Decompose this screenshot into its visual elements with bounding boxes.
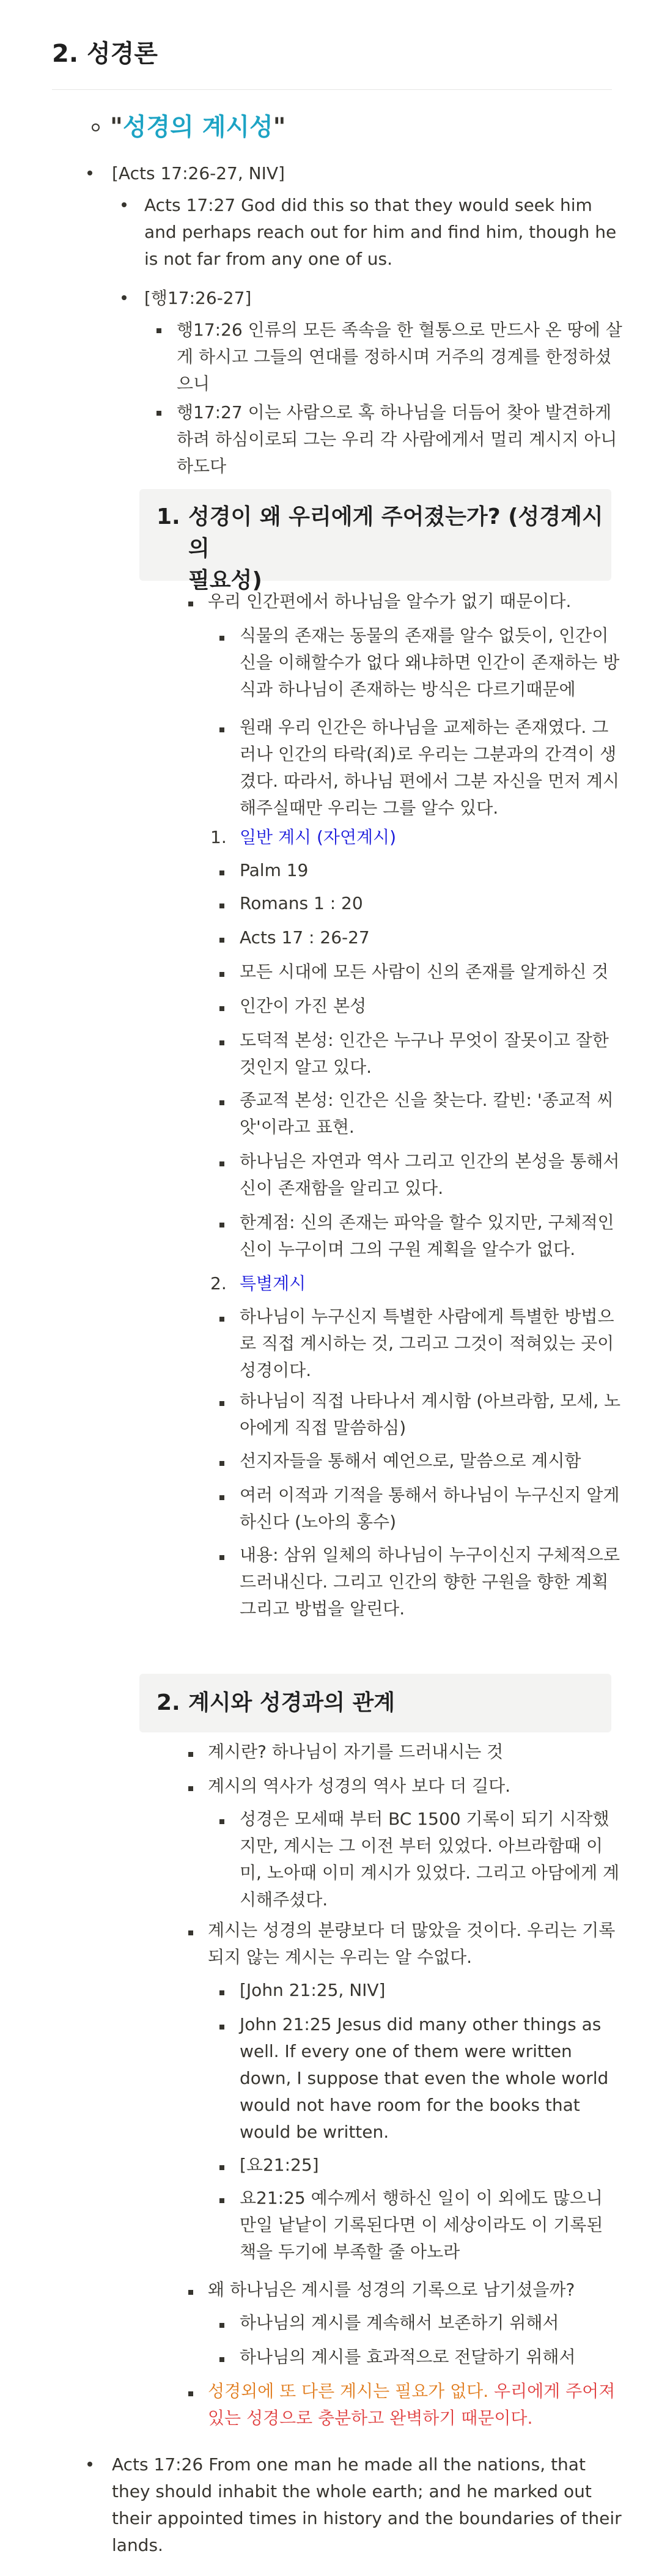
ring-bullet-icon — [92, 123, 100, 131]
bullet-icon — [156, 328, 161, 333]
callout-number: 2. — [156, 1690, 180, 1715]
list-item: 선지자들을 통해서 예언으로, 말씀으로 계시함 — [240, 1451, 581, 1471]
list-item: 여러 이적과 기적을 통해서 하나님이 누구신지 알게 하신다 (노아의 홍수) — [240, 1485, 620, 1532]
list-number: 2. — [210, 1273, 227, 1294]
list-item: Palm 19 — [240, 860, 309, 880]
bullet-icon — [219, 1990, 224, 1995]
list-item: 하나님은 자연과 역사 그리고 인간의 본성을 통해서 신이 존재함을 알리고 있다. — [240, 1151, 620, 1198]
list-item: 우리 인간편에서 하나님을 알수가 없기 때문이다. — [208, 591, 572, 611]
list-item: 계시는 성경의 분량보다 더 많았을 것이다. 우리는 기록 되지 않는 계시는 우리는 알 수없다. — [208, 1920, 616, 1967]
list-item: John 21:25 Jesus did many other things as well. If every one of them were written down, I suppose that even the whole world would not have room for the books that would be written. — [240, 2014, 609, 2142]
bullet-icon — [219, 2025, 224, 2030]
bullet-icon — [219, 2357, 224, 2362]
list-item: 행17:26 인류의 모든 족속을 한 혈통으로 만드사 온 땅에 살 게 하시고 그들의 연대를 정하시며 거주의 경계를 한정하셨 으니 — [177, 320, 622, 394]
list-item: 하나님이 직접 나타나서 계시함 (아브라함, 모세, 노 아에게 직접 말씀하심) — [240, 1391, 621, 1438]
list-item: Acts 17:27 God did this so that they would seek him and perhaps reach out for him and find him, though he is not far from any one of us. — [144, 195, 617, 269]
bullet-icon — [122, 295, 127, 300]
bullet-icon — [219, 1495, 224, 1500]
bullet-icon — [219, 1555, 224, 1560]
bullet-icon — [87, 171, 92, 175]
list-item: 모든 시대에 모든 사람이 신의 존재를 알게하신 것 — [240, 962, 609, 982]
list-item: Acts 17:26 From one man he made all the nations, that they should inhabit the whole earth; and he marked out their appointed times in history and the boundaries of their lands. — [112, 2454, 622, 2555]
list-item: Romans 1 : 20 — [240, 893, 363, 913]
bullet-icon — [188, 1786, 193, 1791]
bullet-icon — [188, 1930, 193, 1935]
callout-heading-1 — [139, 489, 611, 593]
page-heading: 2. 성경론 — [52, 40, 158, 68]
bullet-icon — [219, 2323, 224, 2328]
callout-text: 성경이 왜 우리에게 주어졌는가? (성경계시의 필요성) — [188, 504, 603, 593]
highlighted-conclusion — [208, 2378, 615, 2432]
list-item: 계시의 역사가 성경의 역사 보다 더 길다. — [208, 1776, 511, 1796]
bullet-icon — [219, 1223, 224, 1227]
title-quote-open: " — [110, 113, 123, 141]
bullet-icon — [188, 2391, 193, 2396]
conclusion-orange-text: 성경외에 또 다른 계시는 필요가 없다. — [208, 2381, 489, 2401]
bullet-icon — [219, 2165, 224, 2170]
bullet-icon — [219, 1161, 224, 1166]
bullet-icon — [219, 727, 224, 732]
list-item: 식물의 존재는 동물의 존재를 알수 없듯이, 인간이 신을 이해할수가 없다 왜냐하면 인간이 존재하는 방 식과 하나님이 존재하는 방식은 다르기때문에 — [240, 625, 620, 699]
list-item: 하나님의 계시를 효과적으로 전달하기 위해서 — [240, 2347, 576, 2367]
list-item: 인간이 가진 본성 — [240, 996, 367, 1016]
bullet-icon — [188, 1752, 193, 1757]
bullet-icon — [219, 870, 224, 875]
bullet-icon — [219, 1006, 224, 1011]
heading-divider — [52, 89, 612, 90]
bullet-icon — [188, 602, 193, 606]
bullet-icon — [219, 938, 224, 943]
conclusion-red-text: 우리에게 주어져 있는 성경으로 충분하고 완벽하기 때문이다. — [208, 2381, 616, 2428]
list-item: [행17:26-27] — [144, 288, 252, 308]
title-text: 성경의 계시성 — [122, 113, 273, 141]
numbered-item-special-revelation: 특별계시 — [240, 1273, 306, 1294]
bullet-icon — [122, 202, 127, 207]
bullet-icon — [219, 972, 224, 977]
list-item: 성경은 모세때 부터 BC 1500 기록이 되기 시작했 지만, 계시는 그 이전 부터 있었다. 아브라함때 이 미, 노아때 이미 계시가 있었다. 그리고 아담에게 계 시해주셨다. — [240, 1809, 620, 1910]
callout-heading-2 — [139, 1674, 611, 1732]
bullet-icon — [219, 2198, 224, 2203]
list-item: 하나님의 계시를 계속해서 보존하기 위해서 — [240, 2313, 559, 2333]
callout-number: 1. — [156, 504, 180, 529]
list-item: [Acts 17:26-27, NIV] — [112, 163, 285, 183]
section-title — [110, 109, 285, 145]
list-item: 계시란? 하나님이 자기를 드러내시는 것 — [208, 1742, 504, 1762]
bullet-icon — [219, 1317, 224, 1322]
title-quote-close: " — [273, 113, 286, 141]
list-item: 왜 하나님은 계시를 성경의 기록으로 남기셨을까? — [208, 2280, 575, 2300]
list-item: 한계점: 신의 존재는 파악을 할수 있지만, 구체적인 신이 누구이며 그의 구원 계획을 알수가 없다. — [240, 1212, 614, 1259]
callout-text: 계시와 성경과의 관계 — [188, 1690, 396, 1715]
bullet-icon — [219, 1401, 224, 1406]
bullet-icon — [219, 1100, 224, 1105]
list-item: 요21:25 예수께서 행하신 일이 이 외에도 많으니 만일 낱낱이 기록된다면 이 세상이라도 이 기록된 책을 두기에 부족할 줄 아노라 — [240, 2188, 603, 2262]
list-item: 내용: 삼위 일체의 하나님이 누구이신지 구체적으로 드러내신다. 그리고 인간의 향한 구원을 향한 계획 그리고 방법을 알린다. — [240, 1545, 620, 1619]
list-item: 하나님이 누구신지 특별한 사람에게 특별한 방법으 로 직접 계시하는 것, 그리고 그것이 적혀있는 곳이 성경이다. — [240, 1306, 614, 1380]
list-item: 종교적 본성: 인간은 신을 찾는다. 칼빈: '종교적 씨 앗'이라고 표현. — [240, 1090, 614, 1137]
list-item: Acts 17 : 26-27 — [240, 927, 370, 948]
bullet-icon — [219, 1819, 224, 1824]
bullet-icon — [219, 636, 224, 641]
bullet-icon — [156, 411, 161, 416]
bullet-icon — [219, 903, 224, 908]
list-item: [요21:25] — [240, 2155, 319, 2175]
bullet-icon — [219, 1461, 224, 1466]
list-item: 행17:27 이는 사람으로 혹 하나님을 더듬어 찾아 발견하게 하려 하심이로되 그는 우리 각 사람에게서 멀리 계시지 아니 하도다 — [177, 402, 617, 476]
list-item: 도덕적 본성: 인간은 누구나 무엇이 잘못이고 잘한 것인지 알고 있다. — [240, 1030, 609, 1077]
bullet-icon — [87, 2462, 92, 2467]
list-item: [John 21:25, NIV] — [240, 1980, 386, 2000]
list-number: 1. — [210, 827, 227, 847]
numbered-item-general-revelation: 일반 계시 (자연계시) — [240, 827, 397, 847]
bullet-icon — [219, 1040, 224, 1045]
bullet-icon — [188, 2290, 193, 2295]
list-item: 원래 우리 인간은 하나님을 교제하는 존재였다. 그 러나 인간의 타락(죄)로 우리는 그분과의 간격이 생 겼다. 따라서, 하나님 편에서 그분 자신을 먼저 계시 해주실때만 우리는 그를 알수 있다. — [240, 717, 620, 818]
